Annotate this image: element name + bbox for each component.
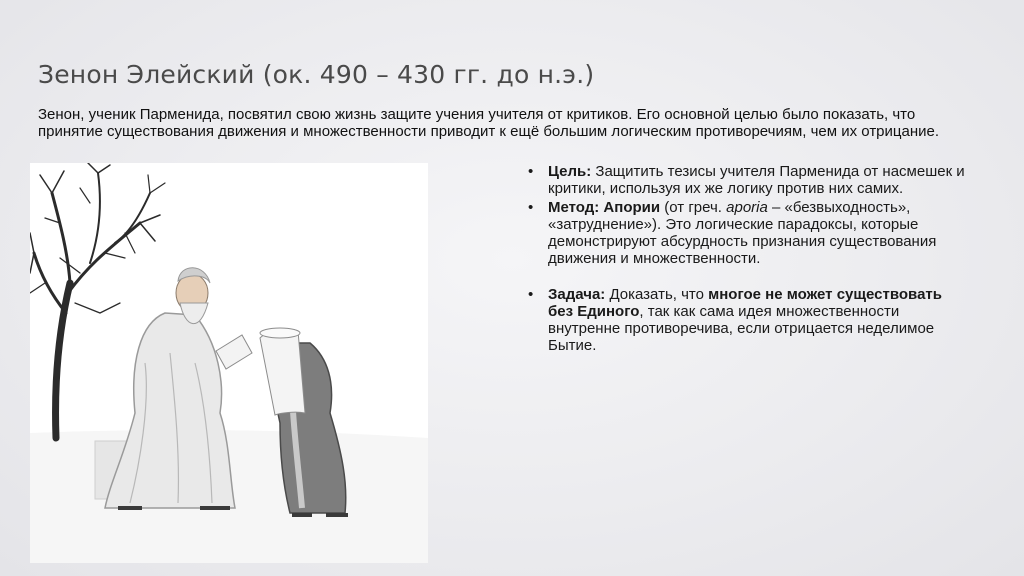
bullet-list [528, 163, 968, 354]
philosophers-illustration [30, 163, 428, 563]
bullet-marker: • [528, 163, 534, 180]
bullet-task-bold: многое не может существовать без Единого [548, 286, 942, 320]
bullet-task-text-a: Доказать, что [605, 286, 709, 303]
bullet-task [528, 286, 968, 354]
bullet-goal-label: Цель: [548, 163, 592, 180]
bullet-method-label: Метод: Апории [548, 199, 661, 216]
slide-title: Зенон Элейский (ок. 490 – 430 гг. до н.э.) [38, 60, 595, 89]
illustration [30, 163, 428, 563]
bullet-marker: • [528, 199, 534, 216]
bullet-method-text-a: (от греч. [660, 199, 727, 216]
bullet-method-text-b: – «безвыходность», «затруднение»). Это логические парадоксы, которые демонстрируют абсурдность признания существования движения и множественности. [548, 199, 937, 267]
bullet-task-label: Задача: [548, 286, 606, 303]
bullet-goal [528, 163, 968, 197]
bullet-method-italic: aporia [726, 199, 768, 216]
bullet-method [528, 199, 968, 267]
bullet-task-text-b: , так как сама идея множественности внутренне противоречива, если отрицается неделимое Бытие. [548, 303, 935, 354]
intro-paragraph: Зенон, ученик Парменида, посвятил свою жизнь защите учения учителя от критиков. Его основной целью было показать, что принятие существования движения и множественности приводит к ещё большим логическим противоречиям, чем их отрицание. [38, 106, 940, 140]
bullet-goal-text: Защитить тезисы учителя Парменида от насмешек и критики, используя их же логику против них самих. [548, 163, 965, 197]
bullet-marker: • [528, 286, 534, 303]
